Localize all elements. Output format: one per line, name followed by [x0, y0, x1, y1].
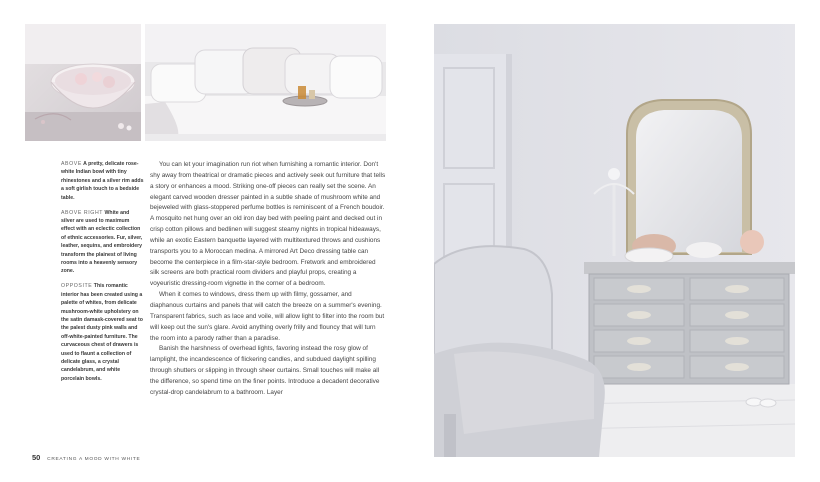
caption-above-right	[61, 209, 144, 276]
body-paragraph: Banish the harshness of overhead lights, favoring instead the rosy glow of lamplight, the incandescence of flickering candles, and subdued daylight spilling through shutters or slipping in through sheer curtains. Small touches will make all the difference, so spend time on the finer points. Introduce a decadent decorative crystal-drop candelabrum to a bathroom. Layer	[150, 345, 380, 396]
photo-daybed-living-room	[145, 24, 386, 141]
section-title: CREATING A MOOD WITH WHITE	[47, 457, 141, 462]
body-paragraph: You can let your imagination run riot when furnishing a romantic interior. Don't shy away from theatrical or dramatic pieces and actively seek out furniture that tells a story or enhances a mood. Striking one-off pieces can really set the scene. An elegant carved wooden dresser painted in a subtle shade of mushroom white and bejeweled with glass-stoppered perfume bottles is reminiscent of a French boudoir. A mosquito net hung over an old iron day bed with peeling paint and decked out in crisp cotton pillows and bedlinen will suggest steamy nights in tropical hideaways, while an exotic Eastern banquette layered with multitextured throws and cushions transports you to a Moroccan medina. A mirrored Art Deco dressing table can become the centerpiece in a film-star-style bedroom. Fretwork and embroidered silk screens are both practical room dividers and playful props, creating a voyeuristic dressing-room vignette in the corner of a bedroom.	[150, 161, 386, 288]
caption-text: White and silver are used to maximum effect with an eclectic collection of ethnic accessories. Fur, silver, leather, sequins, and embroidery transform the plainest of living rooms into a heavenly sensory zone.	[61, 209, 143, 275]
caption-text: This romantic interior has been created using a palette of whites, from delicate mushroom-white upholstery on the satin damask-covered seat to the palest dusty pink walls and off-white-painted furniture. The curvaceous chest of drawers is used to flaunt a collection of delicate glass, a crystal candelabrum, and white porcelain bowls.	[61, 283, 143, 382]
body-text	[150, 160, 386, 399]
caption-column	[61, 160, 144, 390]
caption-text: A pretty, delicate rose-white Indian bowl with tiny rhinestones and a silver rim adds a soft girlish touch to a bedside table.	[61, 161, 144, 201]
caption-label: ABOVE	[61, 161, 82, 167]
page-footer	[32, 453, 140, 462]
page-number: 50	[32, 453, 41, 462]
caption-above	[61, 160, 144, 202]
caption-opposite	[61, 282, 144, 383]
photo-rose-bowl	[25, 24, 141, 141]
body-paragraph: When it comes to windows, dress them up with filmy, gossamer, and diaphanous curtains and panels that will catch the breeze on a summer's evening. Transparent fabrics, such as lace and voile, will allow light to filter into the room but will keep out the sun's glare. Avoid anything overly frilly and flouncy that will turn the room into a parody rather than a paradise.	[150, 291, 385, 342]
caption-label: OPPOSITE	[61, 283, 93, 290]
caption-label: ABOVE RIGHT	[61, 209, 104, 216]
photo-romantic-interior	[434, 24, 795, 457]
